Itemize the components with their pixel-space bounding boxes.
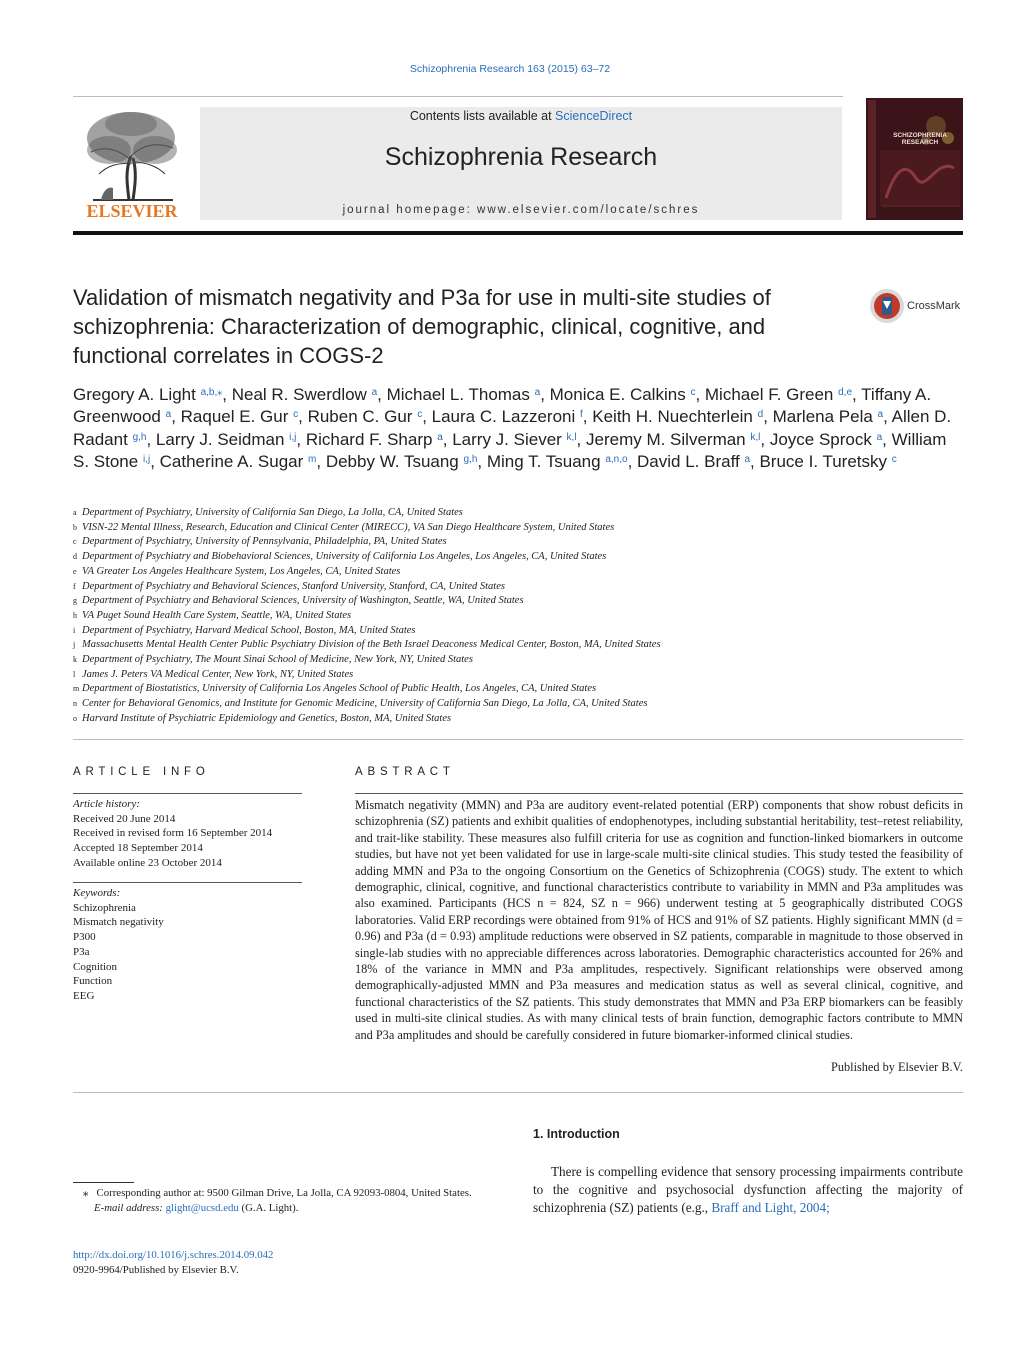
affiliation-letter: l — [73, 669, 76, 679]
introduction-paragraph: There is compelling evidence that sensory processing impairments contribute to the cognitive and psychosocial dysfunction affecting the majority of schizophrenia (SZ) patients (e.g., — [533, 1164, 963, 1215]
journal-title: Schizophrenia Research — [384, 143, 658, 171]
article-info-rule — [73, 793, 302, 794]
affiliation-text: Department of Psychiatry, University of Pennsylvania, Philadelphia, PA, United States — [82, 536, 447, 548]
author-affiliation-marker[interactable]: c — [690, 387, 696, 398]
author-name: David L. Braff — [637, 452, 740, 472]
author[interactable] — [326, 452, 478, 471]
author-name: Debby W. Tsuang — [325, 452, 459, 472]
article-title: Validation of mismatch negativity and P3a for use in multi-site studies of schizophrenia: Characterization of demographic, clinical, cognitive, and functional correlates in COGS-2 — [73, 285, 771, 368]
author-name: Ruben C. Gur — [307, 407, 413, 427]
author[interactable] — [487, 452, 628, 471]
author-name: Neal R. Swerdlow — [231, 385, 367, 404]
top-divider — [73, 96, 843, 97]
corresponding-author-footnote — [73, 1186, 513, 1215]
doi-block — [73, 1248, 273, 1277]
affiliation-letter: h — [73, 610, 77, 620]
author-affiliation-marker[interactable]: a — [876, 431, 883, 443]
section-divider — [73, 739, 963, 740]
corresponding-address: Corresponding author at: 9500 Gilman Drive, La Jolla, CA 92093-0804, United States. — [96, 1187, 472, 1199]
body-divider — [73, 1092, 963, 1093]
keywords — [73, 886, 303, 1004]
author[interactable] — [432, 407, 583, 426]
cover-art — [866, 98, 963, 220]
author-name: Larry J. Seidman — [155, 429, 285, 449]
sciencedirect-link[interactable]: ScienceDirect — [555, 109, 633, 123]
footnote-marker: ⁎ — [83, 1187, 89, 1199]
affiliation — [73, 697, 963, 712]
keyword-item: Cognition — [73, 960, 118, 973]
affiliation-letter: m — [73, 684, 80, 694]
affiliation-text: Department of Psychiatry, University of California San Diego, La Jolla, CA, United States — [82, 507, 463, 518]
affiliation-list — [73, 506, 963, 727]
author-name: William S. Stone — [73, 429, 947, 472]
author[interactable] — [181, 407, 298, 426]
author[interactable] — [452, 430, 576, 449]
citation-link[interactable]: Braff and Light, 2004; — [711, 1200, 830, 1215]
abstract-rule — [355, 793, 963, 794]
author[interactable] — [770, 430, 882, 449]
author-name: Laura C. Lazzeroni — [431, 407, 576, 427]
author-affiliation-marker[interactable]: f — [580, 409, 583, 421]
crossmark-icon — [869, 288, 905, 324]
crossmark-label: CrossMark — [907, 300, 961, 312]
journal-homepage[interactable]: journal homepage: www.elsevier.com/locate/schres — [342, 204, 700, 216]
introduction-heading: 1. Introduction — [533, 1127, 620, 1141]
abstract-published-by: Published by Elsevier B.V. — [831, 1060, 963, 1074]
history-label: Article history: — [73, 798, 140, 810]
author-affiliation-marker[interactable]: a,b,⁎ — [200, 387, 223, 398]
affiliation — [73, 653, 963, 668]
author[interactable] — [759, 452, 896, 471]
affiliation — [73, 506, 963, 521]
affiliation-text: Department of Psychiatry and Biobehavioral Sciences, University of California Los Angeles, Los Angeles, CA, United States — [82, 551, 607, 563]
author-affiliation-marker[interactable]: i,j — [142, 454, 151, 466]
abstract-heading: ABSTRACT — [355, 766, 455, 778]
author-name: Joyce Sprock — [769, 429, 872, 449]
author[interactable] — [156, 430, 296, 449]
journal-cover-thumbnail[interactable] — [866, 98, 963, 220]
affiliation-text: VISN-22 Mental Illness, Research, Education and Clinical Center (MIRECC), VA San Diego Healthcare System, United States — [82, 521, 615, 533]
affiliation — [73, 638, 963, 653]
affiliation-text: James J. Peters VA Medical Center, New York, NY, United States — [82, 668, 354, 680]
affiliation — [73, 580, 963, 595]
affiliation — [73, 668, 963, 683]
author-name: Marlena Pela — [772, 407, 873, 427]
affiliation-text: VA Greater Los Angeles Healthcare System, Los Angeles, CA, United States — [82, 565, 401, 577]
author-name: Bruce I. Turetsky — [759, 452, 888, 472]
author-name: Ming T. Tsuang — [486, 452, 601, 472]
author-affiliation-marker[interactable]: g,h — [132, 431, 147, 443]
author[interactable] — [773, 407, 883, 426]
affiliation-text: Harvard Institute of Psychiatric Epidemiology and Genetics, Boston, MA, United States — [82, 712, 452, 724]
author-name: Raquel E. Gur — [180, 407, 289, 427]
keywords-label: Keywords: — [73, 887, 121, 899]
footnote-rule — [73, 1182, 134, 1183]
elsevier-tree-icon — [73, 104, 191, 220]
author-name: Jeremy M. Silverman — [586, 429, 746, 449]
cover-title: SCHIZOPHRENIA RESEARCH — [893, 132, 947, 146]
affiliation — [73, 712, 963, 727]
author-affiliation-marker[interactable]: a — [371, 387, 378, 398]
article-info-heading: ARTICLE INFO — [73, 766, 210, 778]
keywords-rule — [73, 882, 302, 883]
author-affiliation-marker[interactable]: c — [417, 409, 423, 421]
affiliation — [73, 682, 963, 697]
author[interactable] — [73, 385, 222, 404]
author[interactable] — [592, 407, 763, 426]
email-label: E-mail address: — [94, 1201, 163, 1214]
author-list: Gregory A. Light $^{a,b,⁎}$, Neal R. Swerdlow $^a$, Michael L. Thomas $^a$, Monica E. Calkins $^c$, Michael F. Green $^{d,e}$, Tiffany A. Greenwood $^a$, Raquel E. Gur $^c$, Ruben C. Gur $^c$, Laura C. Lazzeroni $^f$, Keith H. Nuechterlein $^d$, Marlena Pela $^a$, Allen D. Radant $^{g,h}$, Larry J. Seidman $^{i,j}$, Richard F. Sharp $^a$, Larry J. Siever $^{k,l}$, Jeremy M. Silverman $^{k,l}$, Joyce Sprock $^a$, William S. Stone $^{i,j}$, Catherine A. Sugar $^m$, Debby W. Tsuang $^{g,h}$, Ming T. Tsuang $^{a,n,o}$, David L. Braff $^a$, Bruce I. Turetsky $^c$ — [73, 385, 952, 472]
elsevier-logo — [73, 104, 191, 220]
email-suffix: (G.A. Light). — [238, 1201, 299, 1214]
affiliation-letter: b — [73, 522, 77, 532]
affiliation-letter: i — [73, 625, 76, 635]
rights-line: 0920-9964/Published by Elsevier B.V. — [73, 1263, 239, 1276]
history-items — [73, 812, 303, 871]
author-affiliation-marker[interactable]: c — [293, 409, 299, 421]
affiliation-text: Center for Behavioral Genomics, and Institute for Genomic Medicine, University of California San Diego, La Jolla, CA, United States — [82, 698, 648, 710]
affiliation-text: Department of Psychiatry, Harvard Medical School, Boston, MA, United States — [82, 624, 416, 636]
keyword-item: EEG — [73, 989, 95, 1002]
affiliation-letter: f — [73, 581, 76, 591]
author[interactable] — [637, 452, 750, 471]
author[interactable] — [308, 407, 423, 426]
author-name: Larry J. Siever — [452, 429, 562, 449]
history-item: Available online 23 October 2014 — [73, 856, 222, 869]
affiliation-letter: c — [73, 537, 77, 547]
author-name: Michael L. Thomas — [386, 385, 530, 404]
author-name: Monica E. Calkins — [549, 385, 686, 404]
affiliation — [73, 624, 963, 639]
affiliation-letter: o — [73, 713, 77, 723]
author-affiliation-marker[interactable]: a — [534, 387, 541, 398]
author-affiliation-marker[interactable]: k,l — [750, 431, 761, 443]
author[interactable] — [550, 385, 696, 404]
affiliation — [73, 594, 963, 609]
author-affiliation-marker[interactable]: c — [891, 454, 897, 466]
affiliation — [73, 609, 963, 624]
author-affiliation-marker[interactable]: a,n,o — [605, 454, 628, 466]
author-name: Tiffany A. Greenwood — [73, 385, 932, 427]
affiliation-text: Massachusetts Mental Health Center Public Psychiatry Division of the Beth Israel Deaconess Medical Center, Boston, MA, United States — [82, 639, 661, 651]
keyword-item: Function — [73, 975, 113, 988]
author[interactable] — [586, 430, 760, 449]
affiliation-letter: d — [73, 552, 77, 562]
keyword-item: P300 — [73, 931, 96, 944]
keyword-item: Mismatch negativity — [73, 916, 164, 929]
author-affiliation-marker[interactable]: d — [757, 409, 764, 421]
crossmark-badge[interactable] — [869, 288, 965, 324]
affiliation-letter: j — [73, 640, 76, 650]
author-affiliation-marker[interactable]: i,j — [289, 431, 297, 443]
author-affiliation-marker[interactable]: d,e — [838, 387, 853, 398]
author-name: Keith H. Nuechterlein — [592, 407, 753, 427]
affiliation — [73, 550, 963, 565]
affiliation-text: Department of Psychiatry and Behavioral Sciences, Stanford University, Stanford, CA, United States — [82, 580, 505, 592]
history-item: Received in revised form 16 September 2014 — [73, 827, 273, 840]
header-divider — [73, 231, 963, 235]
affiliation-text: VA Puget Sound Health Care System, Seattle, WA, United States — [82, 609, 352, 621]
article-history — [73, 797, 303, 871]
author-name: Michael F. Green — [704, 385, 834, 404]
affiliation — [73, 565, 963, 580]
author-name: Gregory A. Light — [73, 385, 196, 404]
affiliation-letter: k — [73, 655, 77, 665]
keyword-items — [73, 901, 303, 1004]
affiliation-text: Department of Psychiatry, The Mount Sinai School of Medicine, New York, NY, United States — [82, 654, 473, 666]
author-affiliation-marker[interactable]: a — [165, 409, 172, 421]
author-name: Richard F. Sharp — [305, 429, 433, 449]
author[interactable] — [387, 385, 541, 404]
affiliation-letter: g — [73, 596, 77, 606]
keyword-item: Schizophrenia — [73, 901, 136, 914]
author-affiliation-marker[interactable]: a — [744, 454, 751, 466]
doi-link[interactable]: http://dx.doi.org/10.1016/j.schres.2014.09.042 — [73, 1249, 274, 1261]
affiliation — [73, 535, 963, 550]
author[interactable] — [160, 452, 317, 471]
abstract-body: Mismatch negativity (MMN) and P3a are auditory event-related potential (ERP) components that show robust deficits in schizophrenia (SZ) patients and exhibit qualities of endophenotypes, including substantial heritability, test–retest reliability, and trait-like stability. These measures also fulfill criteria for use as cognition and function-linked biomarkers in outcome studies, but have not yet been validated for use in large-scale multi-site clinical studies. This study tested the feasibility of adding MMN and P3a to the ongoing Consortium on the Genetics of Schizophrenia (COGS) study. The extent to which demographic, clinical, cognitive, and functional characteristics contribute to variability in MMN and P3a amplitudes was also examined. Participants (HCS n = 824, SZ n = 966) underwent testing at 5 geographically distributed COGS laboratories. Valid ERP recordings were obtained from 91% of HCS and 91% of SZ patients. Highly significant MMN (d = 0.96) and P3a (d = 0.93) amplitude reductions were observed in SZ patients, comparable in magnitude to those observed in single-lab studies with no appreciable differences across laboratories. Demographic characteristics accounted for 26% and 18% of the variance in MMN and P3a amplitudes, respectively. Significant relationships were observed among demographically-adjusted MMN and P3a measures and medication status as well as several clinical, cognitive, and functional characteristics of the SZ patients. This study demonstrates that MMN and P3a ERP biomarkers can be feasibly used in multi-site clinical studies. As with many clinical tests of brain function, demographic factors contribute to MMN and P3a amplitudes and should be carefully considered in future biomarker-informed clinical studies. — [355, 798, 963, 1042]
author-affiliation-marker[interactable]: g,h — [463, 454, 478, 466]
contents-prefix: Contents lists available at — [409, 109, 556, 123]
affiliation — [73, 521, 963, 536]
author-affiliation-marker[interactable]: k,l — [566, 431, 577, 443]
affiliation-text: Department of Biostatistics, University of California Los Angeles School of Public Health, Los Angeles, CA, United States — [82, 683, 597, 695]
history-item: Accepted 18 September 2014 — [73, 842, 203, 855]
introduction-text — [533, 1163, 963, 1217]
author-name: Catherine A. Sugar — [159, 452, 304, 472]
affiliation-text: Department of Psychiatry and Behavioral Sciences, University of Washington, Seattle, WA, United States — [82, 595, 524, 607]
author-name: Allen D. Radant — [73, 407, 952, 449]
affiliation-letter: n — [73, 699, 77, 709]
author-affiliation-marker[interactable]: m — [308, 454, 317, 466]
keyword-item: P3a — [73, 945, 90, 958]
author[interactable] — [232, 385, 377, 404]
history-item: Received 20 June 2014 — [73, 812, 176, 825]
affiliation-letter: a — [73, 508, 77, 517]
affiliation-letter: e — [73, 566, 77, 576]
author[interactable] — [306, 430, 443, 449]
email-link[interactable]: glight@ucsd.edu — [165, 1201, 239, 1214]
author-affiliation-marker[interactable]: a — [437, 431, 443, 443]
author-affiliation-marker[interactable]: a — [877, 409, 884, 421]
contents-line — [200, 109, 842, 123]
journal-citation[interactable]: Schizophrenia Research 163 (2015) 63–72 — [409, 63, 611, 75]
elsevier-logo-text: ELSEVIER — [86, 201, 178, 220]
author[interactable] — [705, 385, 852, 404]
